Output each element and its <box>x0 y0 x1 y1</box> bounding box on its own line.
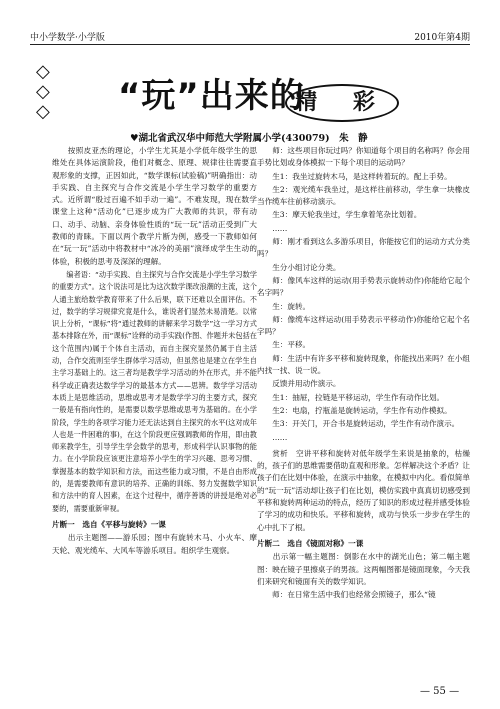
ellipsis-line: …… <box>272 223 288 233</box>
diamond-ornaments <box>36 62 50 122</box>
dialogue-line: 师：刚才看到这么多游乐项目，你能按它们的运动方式分类吗？ <box>257 237 470 259</box>
header-rule <box>30 44 470 45</box>
dialogue-line: 生3：开关门，开合书是旋转运动，学生作有动作演示。 <box>272 419 460 429</box>
issue-label: 2010年第4期 <box>414 33 470 43</box>
intro-paragraph: 按照皮亚杰的理论，小学生尤其是小学低年级学生的思维处在具体运演阶段，他们对概念、原理、规律往往需要直观形象的支撑，正因如此，“数学课标(试验稿)”明确指出：动手实践、自主探究与合作交流是小学生学习数学的重要方式。近所谓“殷过百遍不如手动一遍”。不难发现，现在数学课堂上这种“活动化”已逐步成为广大教师的共识，带有动口、动手、动脑、亲身体验性质的“玩一玩”活动正受到广大教师的青睐。下面以两个教学片断为例，感受一下教师如何在“玩一玩”活动中将教材中“冰冷的美丽”演绎成学生生动的体验，积极的思考及深深的理解。 <box>52 146 257 266</box>
diamond-icon: ◇ <box>36 81 50 102</box>
diamond-icon: ◇ <box>36 101 50 122</box>
dialogue-line: 生分小组讨论分类。 <box>272 262 341 272</box>
article-title-oval: 精 彩 <box>285 84 399 122</box>
section-heading-piece-one: 片断一 选自《平移与旋转》一课 <box>52 519 166 529</box>
author-byline: ♥湖北省武汉华中师范大学附属小学(430079) 朱 静 <box>130 133 368 144</box>
dialogue-line: 生1：抽屉，拉链是平移运动，学生作有动作比划。 <box>272 392 445 402</box>
dialogue-line: 生：平移。 <box>272 340 311 350</box>
dialogue-line: 师：像风车这样的运动(用手势表示旋转动作)你能给它起个名字吗？ <box>257 275 470 298</box>
piece-two-paragraph: 出示第一幅主题图：倒影在水中的湖光山色；第二幅主题图：映在镜子里擦桌子的男孩。这两幅图都是镜面现象，今天我们来研究和镜面有关的数学知识。 <box>257 552 470 586</box>
dialogue-line: 师：像缆车这样运动(用手势表示平移动作)你能给它起个名字吗？ <box>257 314 470 337</box>
diamond-icon: ◇ <box>36 61 50 82</box>
article-title-block <box>30 60 470 130</box>
dialogue-line: 生3：摩天轮我坐过，学生拿着笔杂比划着。 <box>272 210 422 220</box>
dialogue-line: 生2：电扇，拧瓶盖是旋转运动，学生作有动作模拟。 <box>272 405 452 415</box>
journal-name: 中小学数学·小学版 <box>30 33 105 43</box>
appreciation-paragraph: 赏析 空讲平移和旋转对低年级学生来说是抽象的，枯燥的，孩子们的思维需要借助直观和形象。怎样解决这个矛盾？让孩子们在比划中体验，在演示中抽象，在模拟中内化。看似简单的“玩一玩”活动却让孩子们在比划，模仿实践中真真切切感受到平移和旋转两种运动的特点，经历了知识的形成过程并感受体验了学习的成功和快乐。平移和旋转，成功与快乐一步步在学生的心中扎下了根。 <box>257 448 470 532</box>
article-title: “玩”出来的 <box>118 76 305 116</box>
section-heading-piece-two: 片断二 选自《镜面对称》一课 <box>257 538 364 548</box>
ellipsis-line: …… <box>272 432 288 442</box>
left-column <box>52 145 257 558</box>
dialogue-line: 师：这些项目你玩过吗？你知道每个项目的名称吗？你会用手势比划或身体模拟一下每个项目的运动吗？ <box>257 146 470 168</box>
page-number: — 55 — <box>420 686 460 697</box>
editor-note: 编者语：“动手实践、自主探究与合作交流是小学生学习数学的重要方式”。这个说法可是比为这次数学课改浪潮的主流，这个人通主旅给数学教育带来了什么后果，联下还难以全面评估。不过，数学的学习规律究竟是什么，谁说者们显然未易清楚。以常识上分析，“课标”将“通过教师的讲解来学习数学”这一学习方式基本排除在外，而“课标”诠释的动手实践(作图、作题并未包括在这个范围内)属于个体自主活动，而自主探究显然仍属于自主活动，合作交流则至学生群体学习活动，但虽然也是建立在学生自主学习基础上的。这三者均是教学学习活动的外在形式，并不能科学或正确表达数学学习的最基本方式——思辨。数学学习活动本质上是思维活动，思维或思考才是数学学习的主要方式，探究一般是有指向性的，是需要以数学思维或思考为基础的。在小学阶段，学生的各项学习能力还无法达到自主探究的水平(这对成年人也是一件困难的事)，在这个阶段更应强调教师的作用，即由教师来教学生，引导学生学会数学的思考，形成科学认识事物的能力。在小学阶段应该更注意培养小学生的学习兴趣、思考习惯、掌握基本的数学知识和方法，而这些能力或习惯，不是自由形成的，是需要教师有意识的培养、正确的训练、努力发掘数学知识和方法中的育人因素，在这个过程中，循序善诱的讲授是绝对必要的，需要重新审视。 <box>52 269 257 513</box>
dialogue-line: 生2：观光缆车我坐过，是这样往前移动，学生拿一块橡皮当作缆车往前移动演示。 <box>257 184 470 207</box>
running-header <box>30 30 470 46</box>
dialogue-line: 师：生活中有许多平移和旋转现象，你能找出来吗？在小组内找一找、说一说。 <box>257 353 470 376</box>
piece-two-dialogue: 师：在日常生活中我们也经常会照镜子，那么“镜 <box>257 590 436 600</box>
dialogue-line: 生：旋转。 <box>272 301 311 311</box>
dialogue-line: 生1：我坐过旋转木马，是这样转着玩的。配上手势。 <box>272 171 452 181</box>
right-column <box>257 145 470 602</box>
piece-one-paragraph: 出示主题图——游乐园；图中有旋转木马、小火车、摩天轮、观光缆车、大风车等游乐项目。组织学生观察。 <box>52 533 257 555</box>
dialogue-line: 反馈并用动作演示。 <box>272 379 341 389</box>
